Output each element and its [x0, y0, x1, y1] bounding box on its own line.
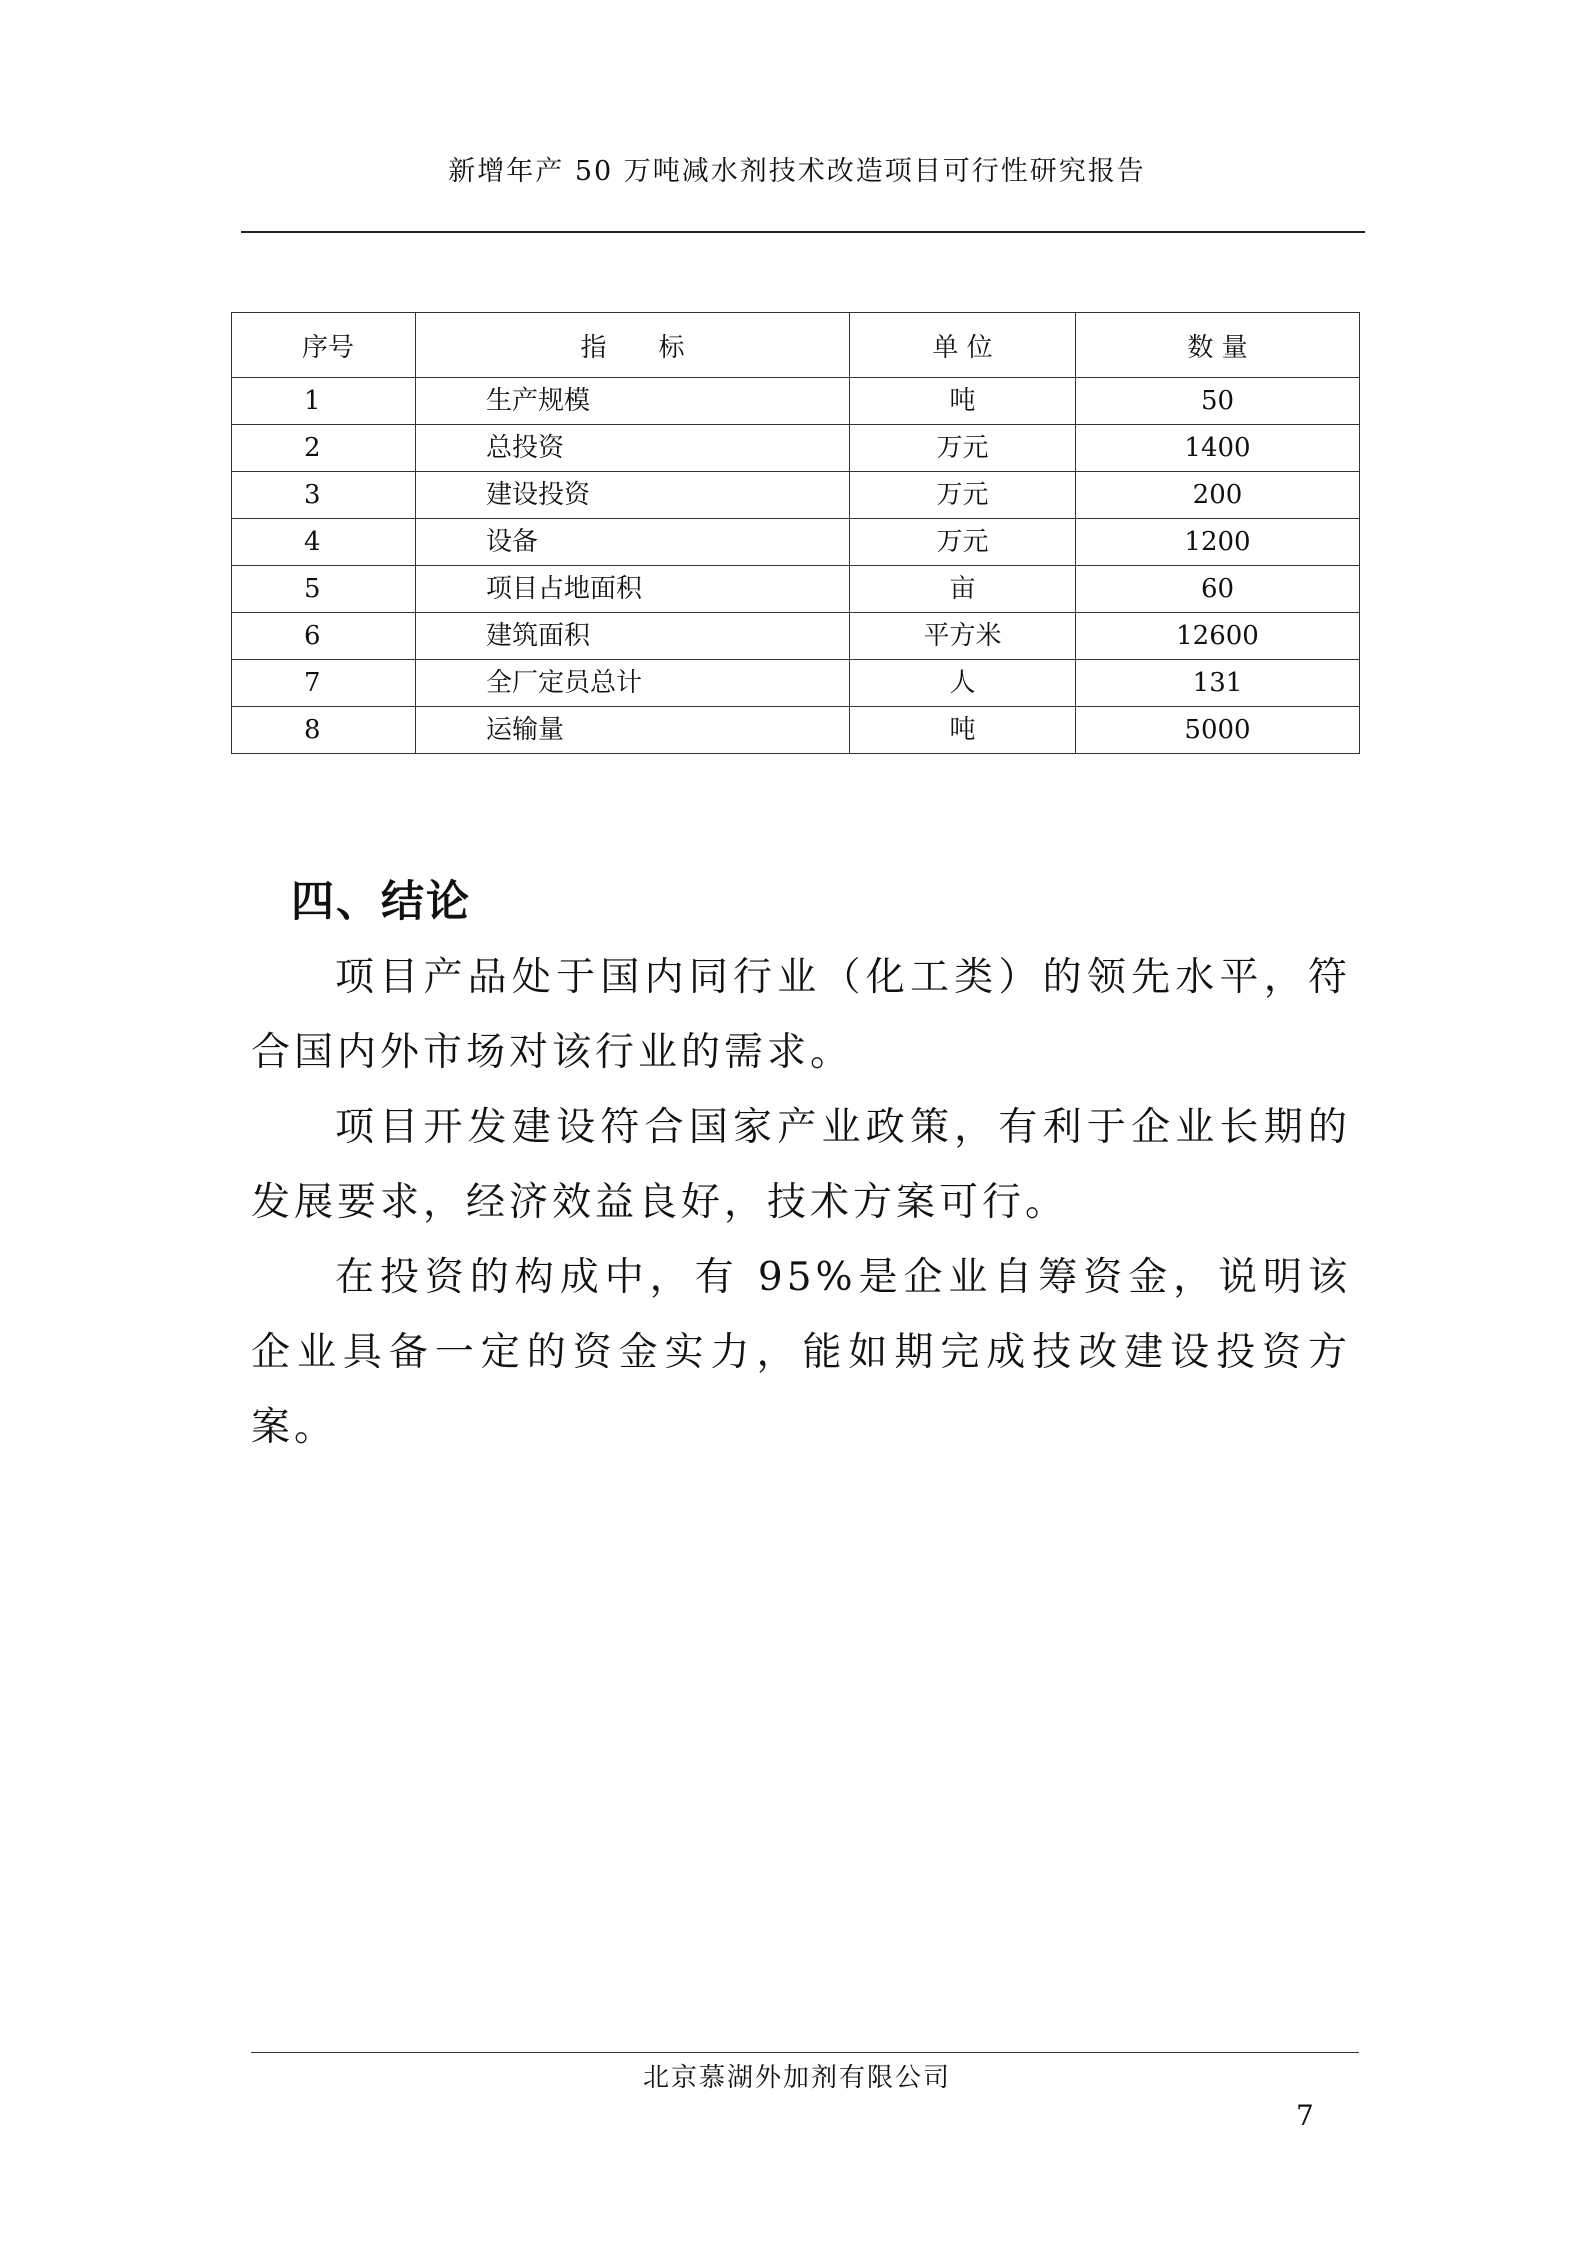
- table-row: [232, 613, 1360, 660]
- cell-unit: 万元: [850, 519, 1076, 566]
- table-row: [232, 472, 1360, 519]
- conclusion-body: [251, 940, 1351, 1465]
- header-divider: [241, 231, 1365, 233]
- cell-unit: 亩: [850, 566, 1076, 613]
- cell-serial: 7: [232, 660, 416, 707]
- cell-indicator: 生产规模: [416, 378, 850, 425]
- cell-quantity: 200: [1076, 472, 1360, 519]
- table-row: [232, 660, 1360, 707]
- column-header-serial: 序号: [232, 313, 416, 378]
- cell-serial: 8: [232, 707, 416, 754]
- section-heading-conclusion: 四、结论: [291, 877, 471, 927]
- document-header-title: 新增年产 50 万吨减水剂技术改造项目可行性研究报告: [448, 156, 1146, 187]
- column-header-indicator: 指 标: [416, 313, 850, 378]
- cell-unit: 吨: [850, 707, 1076, 754]
- column-header-quantity: 数 量: [1076, 313, 1360, 378]
- project-indicators-table: [231, 312, 1360, 754]
- cell-quantity: 60: [1076, 566, 1360, 613]
- cell-unit: 吨: [850, 378, 1076, 425]
- cell-quantity: 131: [1076, 660, 1360, 707]
- table-row: [232, 425, 1360, 472]
- table-row: [232, 707, 1360, 754]
- table-header-row: [232, 313, 1360, 378]
- cell-indicator: 运输量: [416, 707, 850, 754]
- cell-unit: 万元: [850, 472, 1076, 519]
- table-row: [232, 566, 1360, 613]
- cell-indicator: 总投资: [416, 425, 850, 472]
- conclusion-paragraph: 项目产品处于国内同行业（化工类）的领先水平，符合国内外市场对该行业的需求。: [251, 955, 1351, 1075]
- cell-serial: 5: [232, 566, 416, 613]
- table-row: [232, 378, 1360, 425]
- page-number: 7: [1296, 2099, 1314, 2132]
- cell-indicator: 建筑面积: [416, 613, 850, 660]
- cell-quantity: 1400: [1076, 425, 1360, 472]
- cell-indicator: 建设投资: [416, 472, 850, 519]
- conclusion-paragraph: 在投资的构成中，有 95%是企业自筹资金，说明该企业具备一定的资金实力，能如期完成技改建设投资方案。: [251, 1255, 1351, 1450]
- cell-serial: 3: [232, 472, 416, 519]
- cell-indicator: 设备: [416, 519, 850, 566]
- cell-serial: 2: [232, 425, 416, 472]
- cell-quantity: 50: [1076, 378, 1360, 425]
- footer-divider: [251, 2052, 1359, 2053]
- cell-serial: 6: [232, 613, 416, 660]
- conclusion-paragraph: 项目开发建设符合国家产业政策，有利于企业长期的发展要求，经济效益良好，技术方案可行。: [251, 1105, 1351, 1225]
- cell-quantity: 1200: [1076, 519, 1360, 566]
- cell-serial: 4: [232, 519, 416, 566]
- cell-indicator: 全厂定员总计: [416, 660, 850, 707]
- cell-quantity: 5000: [1076, 707, 1360, 754]
- cell-quantity: 12600: [1076, 613, 1360, 660]
- cell-serial: 1: [232, 378, 416, 425]
- column-header-unit: 单 位: [850, 313, 1076, 378]
- cell-unit: 万元: [850, 425, 1076, 472]
- cell-unit: 平方米: [850, 613, 1076, 660]
- cell-indicator: 项目占地面积: [416, 566, 850, 613]
- footer-company-name: 北京慕湖外加剂有限公司: [642, 2063, 951, 2093]
- cell-unit: 人: [850, 660, 1076, 707]
- table-row: [232, 519, 1360, 566]
